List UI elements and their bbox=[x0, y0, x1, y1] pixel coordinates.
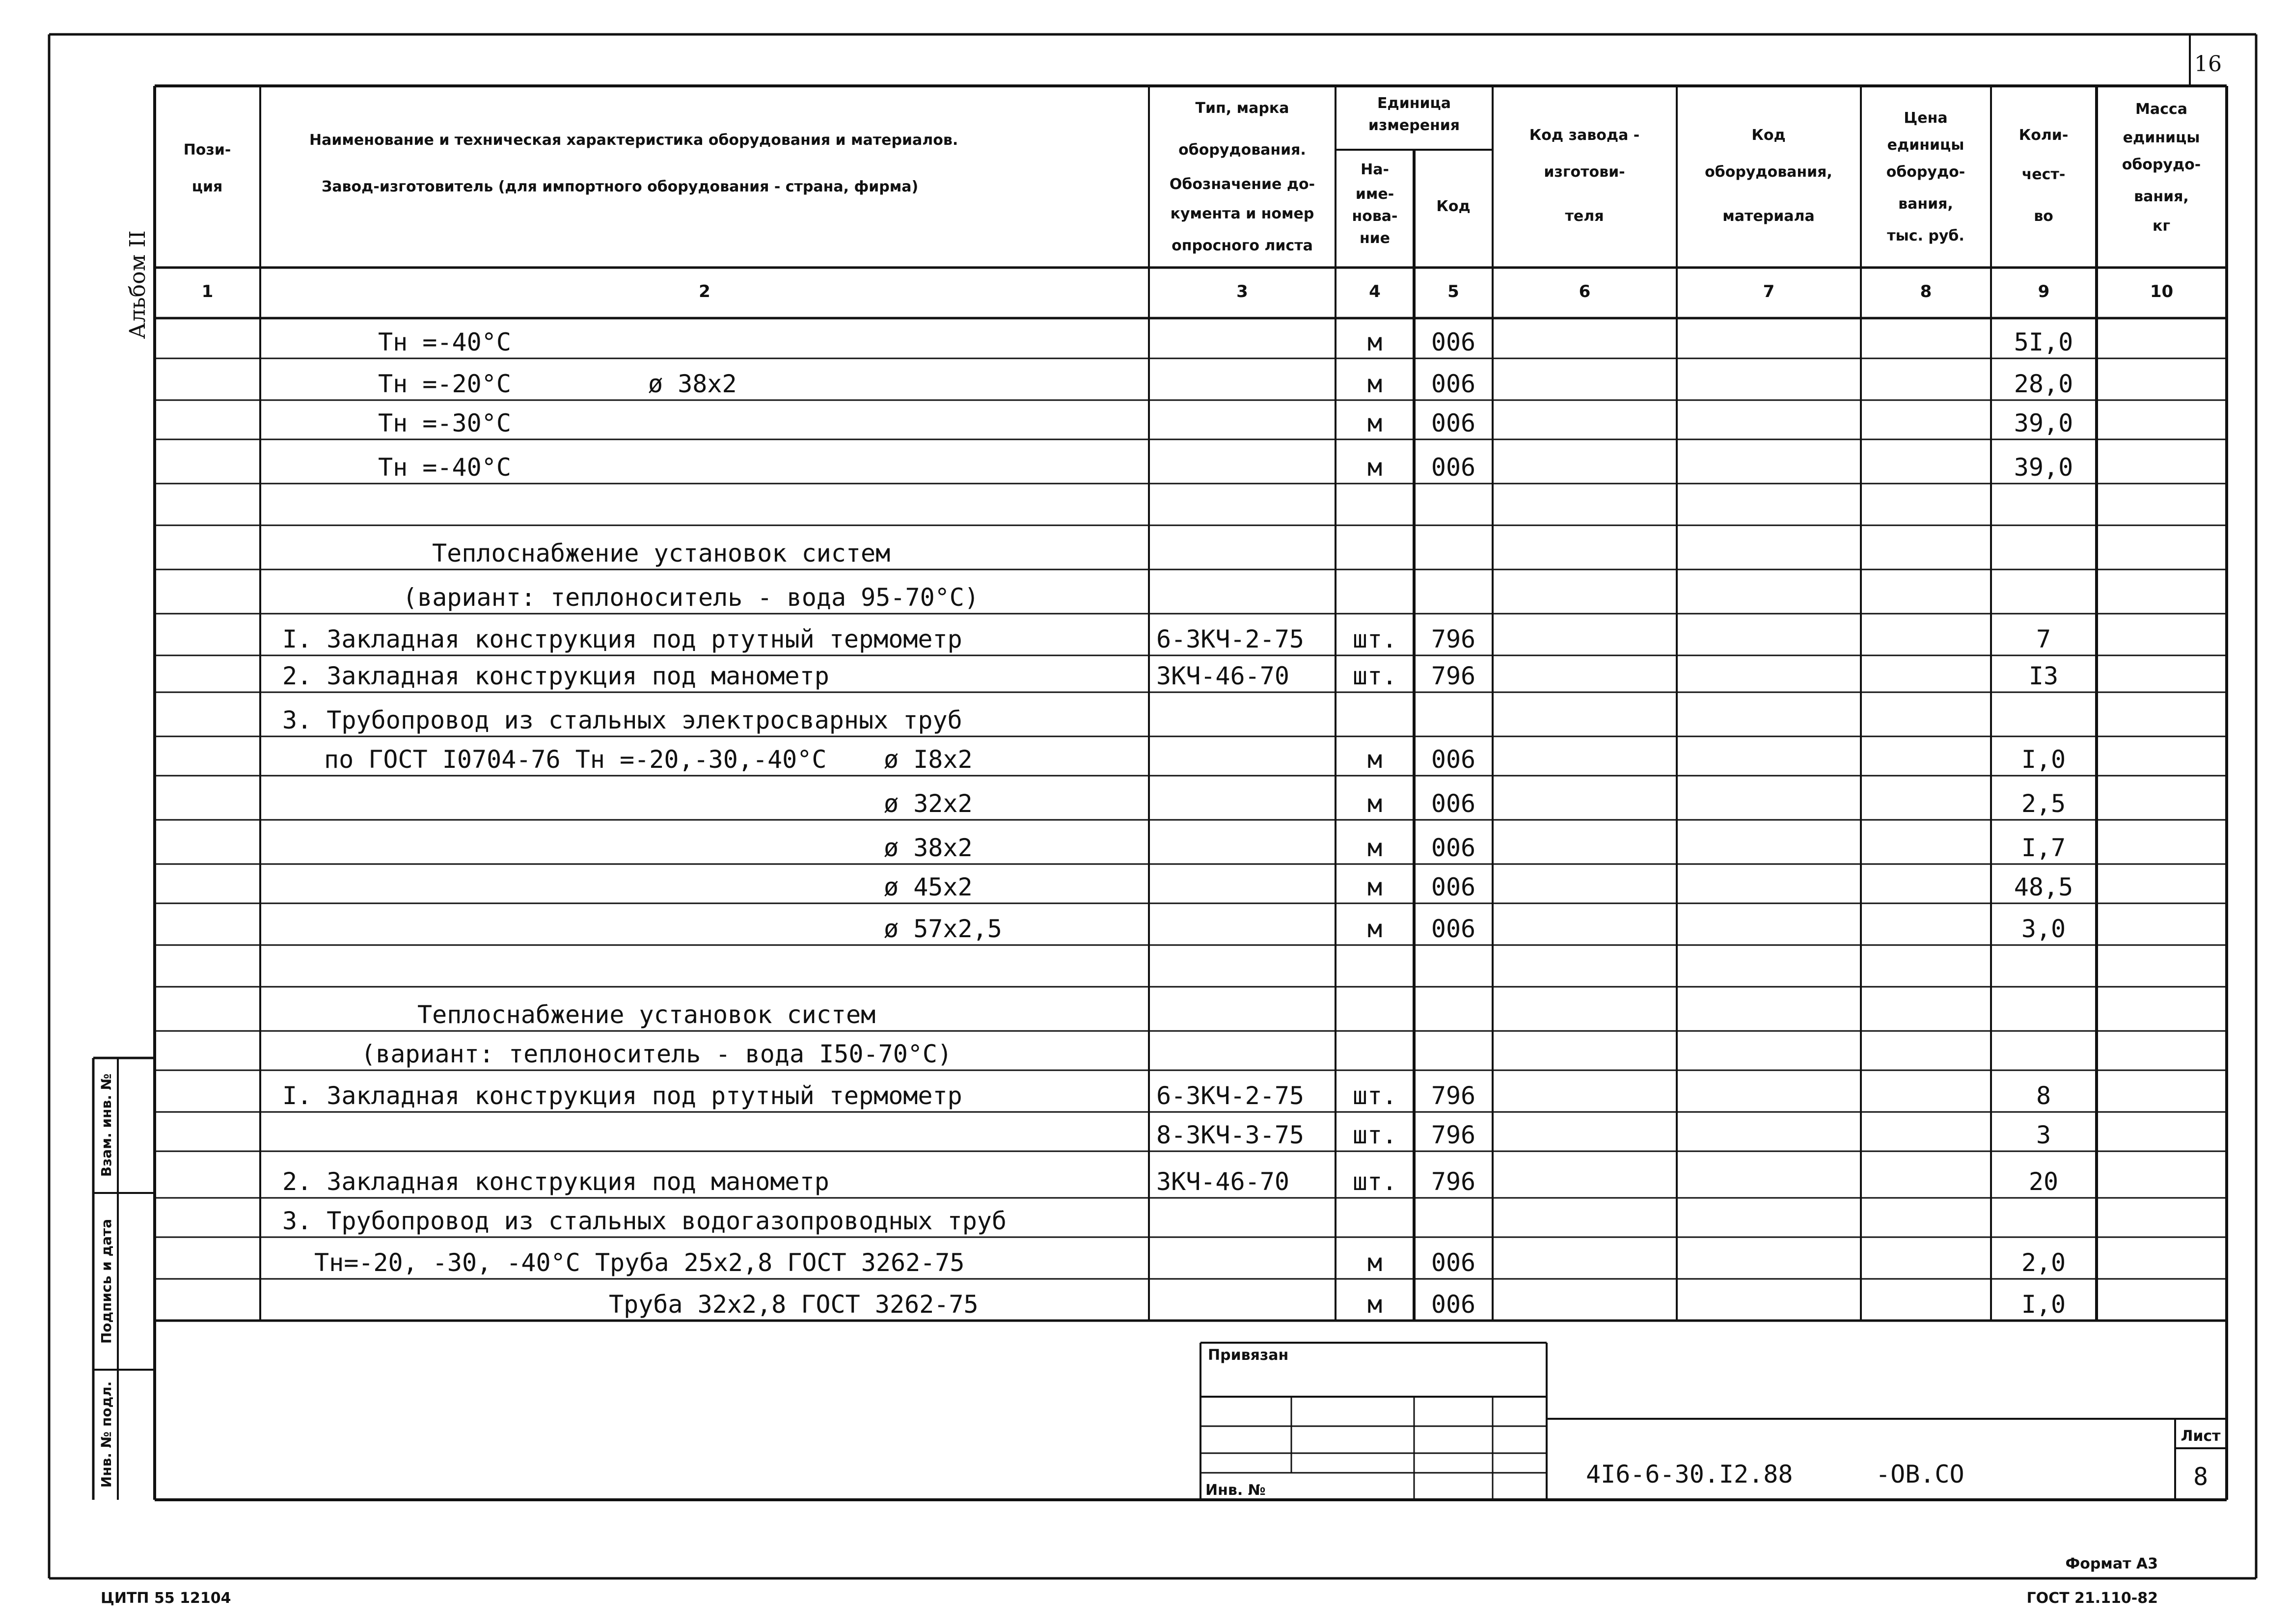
header-price: оборудо- bbox=[1886, 163, 1965, 181]
header-type: опросного листа bbox=[1172, 237, 1313, 254]
column-number: 4 bbox=[1369, 282, 1381, 301]
row-name: Тн=-20, -30, -40°С Труба 25х2,8 ГОСТ 3262-75 bbox=[314, 1248, 965, 1277]
row-name: по ГОСТ I0704-76 Тн =-20,-30,-40°С bbox=[324, 745, 827, 774]
row-unit: м bbox=[1367, 370, 1383, 398]
row-name: 3. Трубопровод из стальных электросварных труб bbox=[282, 706, 962, 734]
document-designation: 4I6-6-30.I2.88 bbox=[1586, 1460, 1793, 1489]
row-name: (вариант: теплоноситель - вода I50-70°С) bbox=[361, 1040, 953, 1068]
row-type: 6-ЗКЧ-2-75 bbox=[1156, 625, 1305, 653]
row-name: Тн =-20°С bbox=[378, 370, 511, 398]
row-unit: м bbox=[1367, 1290, 1383, 1319]
row-quantity: I,0 bbox=[2021, 745, 2066, 774]
row-unit: шт. bbox=[1352, 1082, 1397, 1110]
row-quantity: I3 bbox=[2028, 662, 2059, 690]
row-size: ø 38х2 bbox=[884, 834, 973, 862]
row-quantity: 8 bbox=[2036, 1082, 2051, 1110]
album-label: Альбом II bbox=[125, 230, 150, 339]
row-size: ø 45х2 bbox=[884, 873, 973, 901]
row-name: Труба 32х2,8 ГОСТ 3262-75 bbox=[609, 1290, 979, 1319]
sheet-label: Лист bbox=[2181, 1428, 2221, 1445]
header-position: Пози- bbox=[183, 141, 231, 159]
column-number: 10 bbox=[2150, 282, 2174, 301]
header-type: Обозначение до- bbox=[1169, 176, 1315, 193]
header-mass: кг bbox=[2152, 217, 2171, 235]
row-name: I. Закладная конструкция под ртутный термометр bbox=[282, 625, 962, 653]
header-unit-group: измерения bbox=[1368, 117, 1460, 134]
header-quantity: во bbox=[2034, 208, 2053, 225]
row-code: 796 bbox=[1431, 1082, 1476, 1110]
header-price: тыс. руб. bbox=[1887, 227, 1964, 244]
row-unit: м bbox=[1367, 328, 1383, 356]
column-number: 3 bbox=[1236, 282, 1248, 301]
header-equipment-code: Код bbox=[1751, 127, 1786, 144]
row-size: ø 32х2 bbox=[884, 789, 973, 818]
row-quantity: 7 bbox=[2036, 625, 2051, 653]
row-quantity: 2,0 bbox=[2021, 1248, 2066, 1277]
row-name: Тн =-30°С bbox=[378, 409, 511, 437]
side-stamp-label: Взам. инв. № bbox=[98, 1073, 114, 1177]
header-mass: оборудо- bbox=[2122, 156, 2201, 173]
row-code: 006 bbox=[1431, 789, 1476, 818]
row-code: 006 bbox=[1431, 370, 1476, 398]
header-factory-code: изготови- bbox=[1544, 163, 1625, 181]
row-name: Тн =-40°С bbox=[378, 453, 511, 482]
header-mass: вания, bbox=[2134, 188, 2189, 205]
header-factory-code: теля bbox=[1565, 208, 1604, 225]
sheet-number: 8 bbox=[2193, 1462, 2209, 1491]
row-code: 796 bbox=[1431, 1121, 1476, 1149]
row-code: 006 bbox=[1431, 1248, 1476, 1277]
row-size: ø I8х2 bbox=[884, 745, 973, 774]
header-equipment-code: материала bbox=[1722, 208, 1815, 225]
row-quantity: 3 bbox=[2036, 1121, 2051, 1149]
footer-gost: ГОСТ 21.110-82 bbox=[2026, 1590, 2158, 1607]
row-unit: м bbox=[1367, 1248, 1383, 1277]
row-name: 2. Закладная конструкция под манометр bbox=[282, 662, 829, 690]
header-type: Тип, марка bbox=[1195, 100, 1289, 117]
header-type: оборудования. bbox=[1178, 141, 1306, 159]
row-size: ø 57х2,5 bbox=[884, 915, 1002, 943]
side-stamp-label: Подпись и дата bbox=[98, 1218, 114, 1344]
frame-lines bbox=[49, 34, 2256, 1578]
header-mass: единицы bbox=[2123, 129, 2200, 146]
row-unit: м bbox=[1367, 453, 1383, 482]
row-unit: м bbox=[1367, 915, 1383, 943]
row-size: ø 38х2 bbox=[648, 370, 737, 398]
row-unit: шт. bbox=[1352, 1167, 1397, 1196]
header-unit-name: На- bbox=[1361, 161, 1389, 178]
row-unit: м bbox=[1367, 745, 1383, 774]
header-unit-name: ние bbox=[1359, 230, 1391, 247]
row-code: 006 bbox=[1431, 409, 1476, 437]
column-number: 1 bbox=[201, 282, 214, 301]
header-type: кумента и номер bbox=[1170, 205, 1314, 222]
row-unit: м bbox=[1367, 834, 1383, 862]
header-unit-group: Единица bbox=[1377, 95, 1451, 112]
table-rows bbox=[282, 328, 2073, 1319]
row-name: Тн =-40°С bbox=[378, 328, 511, 356]
row-quantity: 48,5 bbox=[2014, 873, 2073, 901]
row-unit: шт. bbox=[1352, 625, 1397, 653]
row-code: 006 bbox=[1431, 1290, 1476, 1319]
row-name: (вариант: теплоноситель - вода 95-70°С) bbox=[403, 583, 979, 612]
row-code: 006 bbox=[1431, 453, 1476, 482]
row-name: Теплоснабжение установок систем bbox=[432, 539, 891, 568]
row-type: 8-ЗКЧ-3-75 bbox=[1156, 1121, 1305, 1149]
header-quantity: чест- bbox=[2021, 166, 2066, 183]
header-price: вания, bbox=[1898, 195, 1953, 213]
header-price: единицы bbox=[1887, 136, 1964, 154]
header-unit-name: име- bbox=[1355, 186, 1394, 203]
header-name: Завод-изготовитель (для импортного оборудования - страна, фирма) bbox=[322, 178, 919, 195]
row-quantity: I,7 bbox=[2021, 834, 2066, 862]
row-code: 006 bbox=[1431, 745, 1476, 774]
row-code: 006 bbox=[1431, 834, 1476, 862]
row-quantity: 28,0 bbox=[2014, 370, 2073, 398]
column-number: 2 bbox=[699, 282, 710, 301]
corner-number: 16 bbox=[2194, 52, 2222, 77]
row-type: ЗКЧ-46-70 bbox=[1156, 1167, 1289, 1196]
row-quantity: 3,0 bbox=[2021, 915, 2066, 943]
row-unit: шт. bbox=[1352, 1121, 1397, 1149]
header-mass: Масса bbox=[2135, 101, 2187, 118]
row-name: 2. Закладная конструкция под манометр bbox=[282, 1167, 829, 1196]
row-quantity: 39,0 bbox=[2014, 409, 2073, 437]
column-number: 9 bbox=[2038, 282, 2050, 301]
document-designation-suffix: -ОВ.СО bbox=[1876, 1460, 1964, 1489]
header-factory-code: Код завода - bbox=[1529, 127, 1640, 144]
row-code: 006 bbox=[1431, 873, 1476, 901]
header-text bbox=[98, 52, 2222, 1607]
row-code: 006 bbox=[1431, 328, 1476, 356]
header-quantity: Коли- bbox=[2018, 127, 2069, 144]
row-quantity: 5I,0 bbox=[2014, 328, 2073, 356]
row-unit: м bbox=[1367, 409, 1383, 437]
row-code: 796 bbox=[1431, 625, 1476, 653]
row-type: 6-ЗКЧ-2-75 bbox=[1156, 1082, 1305, 1110]
header-position: ция bbox=[191, 178, 223, 195]
inventory-number-label: Инв. № bbox=[1205, 1482, 1266, 1499]
column-number: 5 bbox=[1447, 282, 1459, 301]
row-unit: м bbox=[1367, 789, 1383, 818]
row-code: 006 bbox=[1431, 915, 1476, 943]
header-unit-name: нова- bbox=[1352, 208, 1398, 225]
header-name: Наименование и техническая характеристика оборудования и материалов. bbox=[309, 132, 958, 149]
header-equipment-code: оборудования, bbox=[1705, 163, 1832, 181]
row-quantity: 2,5 bbox=[2021, 789, 2066, 818]
column-number: 8 bbox=[1920, 282, 1932, 301]
row-code: 796 bbox=[1431, 1167, 1476, 1196]
row-type: ЗКЧ-46-70 bbox=[1156, 662, 1289, 690]
privyazan-label: Привязан bbox=[1208, 1347, 1289, 1364]
footer-code: ЦИТП 55 12104 bbox=[101, 1590, 231, 1607]
column-number: 7 bbox=[1763, 282, 1775, 301]
row-quantity: I,0 bbox=[2021, 1290, 2066, 1319]
header-price: Цена bbox=[1904, 109, 1948, 127]
header-unit-code: Код bbox=[1436, 198, 1471, 215]
row-code: 796 bbox=[1431, 662, 1476, 690]
row-quantity: 39,0 bbox=[2014, 453, 2073, 482]
row-name: 3. Трубопровод из стальных водогазопроводных труб bbox=[282, 1207, 1007, 1235]
row-unit: шт. bbox=[1352, 662, 1397, 690]
column-number: 6 bbox=[1579, 282, 1591, 301]
footer-format: Формат А3 bbox=[2065, 1555, 2158, 1572]
row-quantity: 20 bbox=[2028, 1167, 2059, 1196]
row-name: Теплоснабжение установок систем bbox=[417, 1001, 876, 1029]
side-stamp-label: Инв. № подл. bbox=[98, 1381, 114, 1488]
row-name: I. Закладная конструкция под ртутный термометр bbox=[282, 1082, 962, 1110]
row-unit: м bbox=[1367, 873, 1383, 901]
